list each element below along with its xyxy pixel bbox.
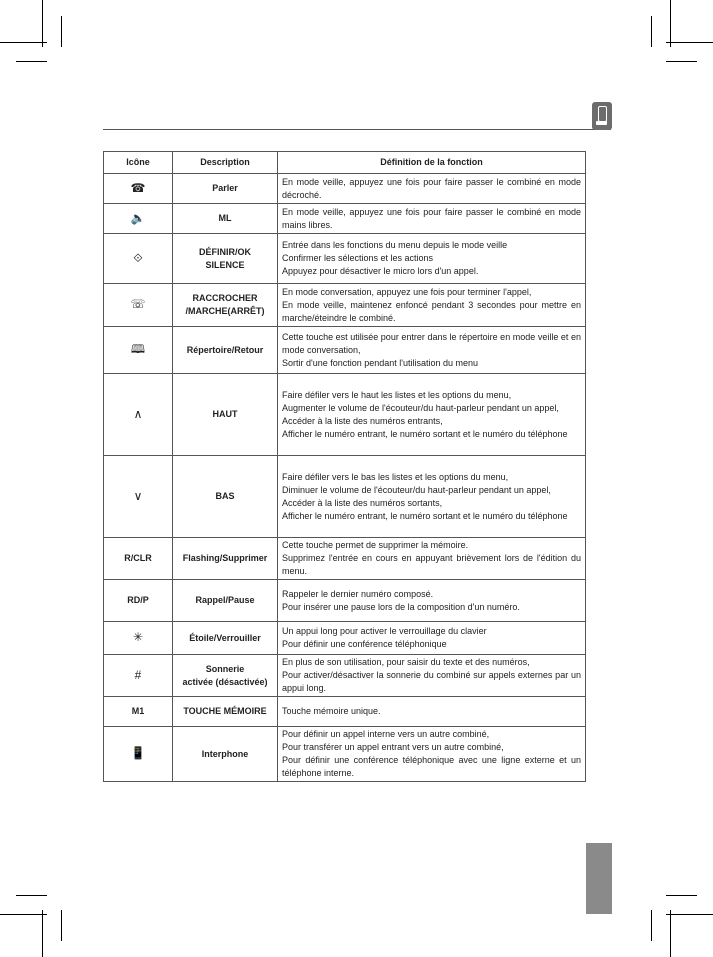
phonebook-icon: 🕮 [130, 342, 146, 356]
definition-line: Confirmer les sélections et les actions [282, 253, 434, 263]
description-line: TOUCHE MÉMOIRE [183, 706, 267, 716]
definition-line: Faire défiler vers le bas les listes et les options du menu, [282, 471, 509, 482]
handset-section-icon [592, 102, 612, 130]
icon-cell [104, 697, 173, 727]
definition-line: Faire défiler vers le haut les listes et les options du menu, [282, 389, 512, 400]
definition-line: Supprimez l'entrée en cours en appuyant brièvement lors de l'édition du menu. [282, 553, 581, 576]
description-line: HAUT [212, 409, 238, 419]
description-line: Flashing/Supprimer [182, 553, 268, 563]
crop-mark [651, 910, 652, 941]
icon-cell [104, 538, 173, 580]
definition-line: En mode veille, appuyez une fois pour faire passer le combiné en mode décroché. [282, 176, 581, 200]
definition-cell [278, 456, 586, 538]
table-row [104, 655, 586, 697]
description-line: Interphone [201, 748, 249, 759]
crop-mark [61, 16, 62, 47]
phone-talk-icon: ☎ [130, 180, 146, 195]
definition-line: Accéder à la liste des numéros entrants, [282, 415, 443, 426]
definition-cell [278, 327, 586, 374]
speaker-icon: 🔈 [130, 210, 146, 225]
table-header-row [104, 152, 586, 174]
definition-line: Accéder à la liste des numéros sortants, [282, 497, 443, 508]
crop-mark [42, 0, 43, 47]
definition-line: Afficher le numéro entrant, le numéro sortant et le numéro du téléphone [282, 510, 568, 521]
crop-mark [0, 42, 47, 43]
ok-arrow-icon: ⟐ [133, 250, 143, 265]
definition-cell [278, 727, 586, 782]
table-row [104, 697, 586, 727]
crop-mark [670, 0, 671, 47]
down-arrow-icon: ∨ [133, 488, 143, 503]
description-cell [173, 174, 278, 204]
definition-line: Pour définir une conférence téléphonique [282, 639, 447, 649]
table-row [104, 580, 586, 622]
definition-line: Pour insérer une pause lors de la composition d'un numéro. [282, 601, 520, 612]
definition-line: Pour transférer un appel entrant vers un autre combiné, [282, 742, 504, 752]
description-cell [173, 697, 278, 727]
icon-cell [104, 234, 173, 284]
definition-line: Appuyez pour désactiver le micro lors d'un appel. [282, 266, 479, 276]
table-row [104, 174, 586, 204]
star-lock-icon: ✳ [132, 630, 144, 644]
definition-line: Cette touche permet de supprimer la mémoire. [282, 540, 469, 550]
crop-mark [16, 61, 47, 62]
table-row [104, 456, 586, 538]
definition-line: Entrée dans les fonctions du menu depuis le mode veille [282, 240, 508, 250]
description-cell [173, 655, 278, 697]
definition-line: Diminuer le volume de l'écouteur/du haut-parleur pendant un appel, [282, 484, 551, 495]
description-line: Étoile/Verrouiller [189, 632, 261, 643]
description-line: Répertoire/Retour [186, 344, 264, 355]
definition-cell [278, 622, 586, 655]
crop-mark [61, 910, 62, 941]
definition-cell [278, 538, 586, 580]
icon-cell [104, 622, 173, 655]
table-row [104, 538, 586, 580]
description-cell [173, 204, 278, 234]
function-table [103, 151, 586, 782]
table-row [104, 204, 586, 234]
description-cell [173, 622, 278, 655]
description-line: BAS [215, 491, 235, 501]
header-rule [103, 129, 611, 130]
definition-line: Pour définir un appel interne vers un autre combiné, [282, 729, 490, 739]
table-row [104, 327, 586, 374]
crop-mark [666, 42, 713, 43]
definition-cell [278, 697, 586, 727]
definition-line: Cette touche est utilisée pour entrer dans le répertoire en mode veille et en mode conversation, [282, 331, 581, 355]
page-side-tab [586, 843, 612, 914]
table-row [104, 284, 586, 327]
definition-line: Touche mémoire unique. [282, 706, 381, 716]
crop-mark [0, 914, 47, 915]
key-label: RD/P [127, 595, 149, 605]
definition-cell [278, 284, 586, 327]
description-line: /MARCHE(ARRÊT) [185, 306, 265, 316]
definition-line: Un appui long pour activer le verrouillage du clavier [282, 626, 487, 636]
crop-mark [670, 910, 671, 957]
definition-cell [278, 655, 586, 697]
table-row [104, 727, 586, 782]
definition-line: En mode veille, maintenez enfoncé pendant 3 secondes pour mettre en marche/éteindre le combiné. [282, 299, 581, 323]
table-row [104, 234, 586, 284]
header-definition: Définition de la fonction [278, 152, 586, 174]
description-line: Sonnerie [205, 663, 245, 674]
icon-cell [104, 655, 173, 697]
crop-mark [666, 895, 697, 896]
crop-mark [666, 61, 697, 62]
definition-cell [278, 374, 586, 456]
crop-mark [666, 914, 713, 915]
description-line: RACCROCHER [192, 293, 258, 303]
description-line: Parler [212, 183, 238, 193]
icon-cell [104, 456, 173, 538]
description-cell [173, 234, 278, 284]
header-description: Description [173, 152, 278, 174]
icon-cell [104, 374, 173, 456]
header-icon: Icône [104, 152, 173, 174]
description-line: Rappel/Pause [195, 595, 255, 605]
description-line: SILENCE [205, 259, 245, 270]
definition-cell [278, 234, 586, 284]
definition-line: Augmenter le volume de l'écouteur/du haut-parleur pendant un appel, [282, 402, 559, 413]
description-cell [173, 727, 278, 782]
definition-line: Rappeler le dernier numéro composé. [282, 588, 434, 599]
definition-line: Sortir d'une fonction pendant l'utilisation du menu [282, 357, 479, 368]
definition-line: En mode conversation, appuyez une fois pour terminer l'appel, [282, 286, 532, 297]
icon-cell [104, 174, 173, 204]
description-cell [173, 538, 278, 580]
icon-cell [104, 580, 173, 622]
definition-line: Pour définir une conférence téléphonique avec une ligne externe et un téléphone interne. [282, 755, 581, 778]
definition-cell [278, 174, 586, 204]
description-cell [173, 327, 278, 374]
description-line: activée (désactivée) [182, 676, 268, 687]
definition-line: En plus de son utilisation, pour saisir du texte et des numéros, [282, 657, 530, 667]
description-cell [173, 284, 278, 327]
table-row [104, 374, 586, 456]
up-arrow-icon: ∧ [133, 406, 143, 421]
crop-mark [651, 16, 652, 47]
key-label: R/CLR [124, 553, 152, 563]
crop-mark [16, 895, 47, 896]
crop-mark [42, 910, 43, 957]
icon-cell [104, 284, 173, 327]
definition-line: En mode veille, appuyez une fois pour faire passer le combiné en mode mains libres. [282, 206, 581, 230]
table-row [104, 622, 586, 655]
description-line: DÉFINIR/OK [198, 246, 251, 257]
hash-ringer-icon: # [134, 667, 142, 682]
definition-line: Pour activer/désactiver la sonnerie du combiné sur appels externes par un appui long. [282, 670, 581, 693]
hang-up-icon: ☏ [130, 297, 146, 311]
description-line: ML [218, 213, 232, 223]
definition-cell [278, 580, 586, 622]
icon-cell [104, 204, 173, 234]
icon-cell [104, 727, 173, 782]
description-cell [173, 580, 278, 622]
key-label: M1 [131, 706, 145, 716]
intercom-icon: 📱 [130, 746, 146, 760]
definition-line: Afficher le numéro entrant, le numéro sortant et le numéro du téléphone [282, 428, 568, 439]
definition-cell [278, 204, 586, 234]
description-cell [173, 456, 278, 538]
description-cell [173, 374, 278, 456]
icon-cell [104, 327, 173, 374]
